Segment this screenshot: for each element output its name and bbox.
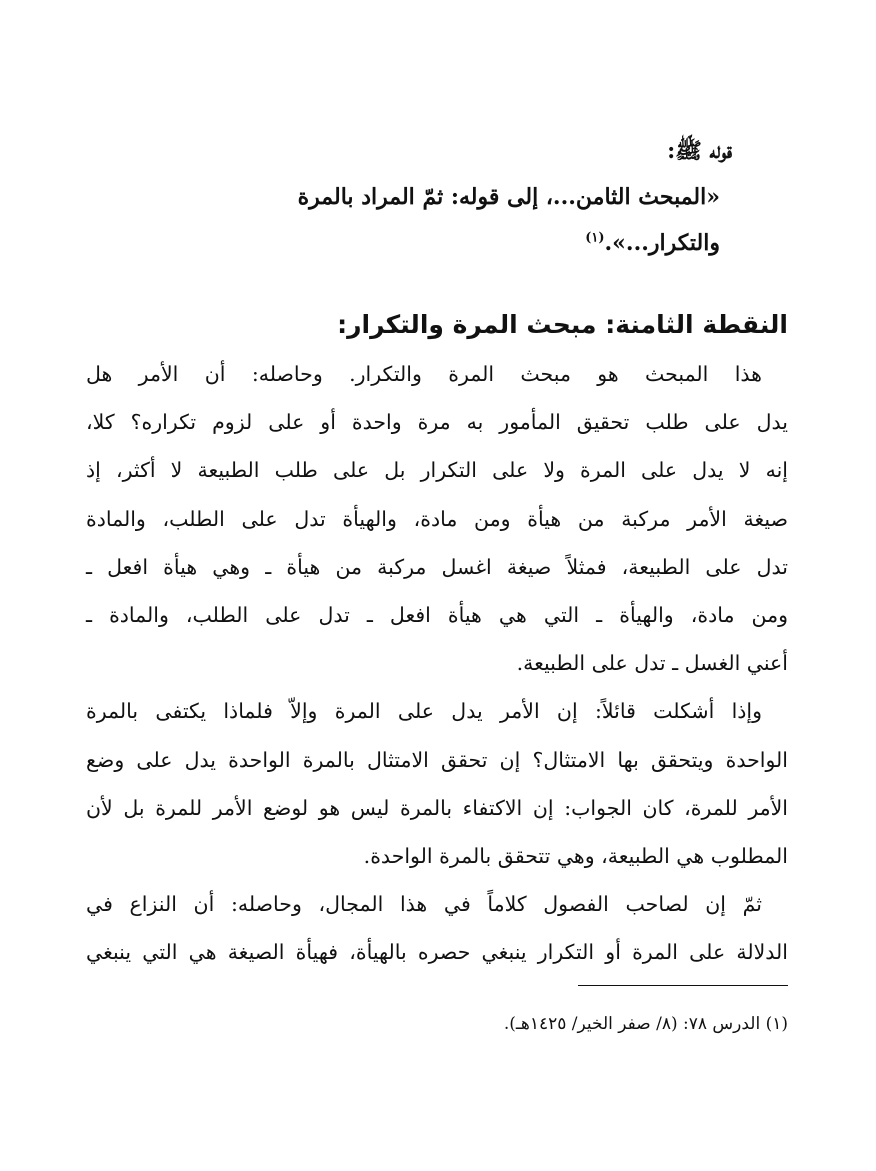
paragraph-line: إنه لا يدل على المرة ولا على التكرار بل على طلب الطبيعة لا أكثر، إذ (86, 458, 788, 483)
footnote-marker[interactable]: (١) (585, 230, 605, 246)
paragraph-line: الأمر للمرة، كان الجواب: إن الاكتفاء بالمرة ليس هو لوضع الأمر للمرة بل لأن (86, 795, 788, 820)
paragraph-line: الواحدة ويتحقق بها الامتثال؟ إن تحقق الامتثال بالمرة الواحدة يدل على وضع (86, 747, 788, 772)
footnote: (١) الدرس ٧٨: (٨/ صفر الخير/ ١٤٢٥هـ). (503, 1014, 788, 1034)
paragraph-line: وإذا أشكلت قائلاً: إن الأمر يدل على المرة وإلاّ فلماذا يكتفى بالمرة (86, 699, 762, 724)
paragraph-line: المطلوب هي الطبيعة، وهي تتحقق بالمرة الواحدة. (363, 843, 788, 868)
quoted-text-block (172, 128, 732, 266)
quote-line-text: والتكرار...». (604, 230, 720, 256)
paragraph-line: هذا المبحث هو مبحث المرة والتكرار. وحاصله: أن الأمر هل (86, 362, 762, 386)
paragraph-line: ومن مادة، والهيأة ـ التي هي هيأة افعل ـ تدل على الطلب، والمادة ـ (86, 602, 788, 627)
paragraph-line: تدل على الطبيعة، فمثلاً صيغة اغسل مركبة من هيأة ـ وهي هيأة افعل ـ (86, 554, 788, 579)
quote-line (172, 220, 732, 266)
quote-line: قوله ﷺ: (667, 138, 732, 164)
paragraph-line: أعني الغسل ـ تدل على الطبيعة. (516, 651, 788, 676)
body-text (86, 350, 788, 976)
paragraph-line: ثمّ إن لصاحب الفصول كلاماً في هذا المجال، وحاصله: أن النزاع في (86, 892, 762, 917)
footnote-divider (578, 985, 788, 986)
paragraph-line: صيغة الأمر مركبة من هيأة ومن مادة، والهيأة تدل على الطلب، والمادة (86, 506, 788, 531)
section-heading: النقطة الثامنة: مبحث المرة والتكرار: (337, 310, 788, 339)
paragraph-line: يدل على طلب تحقيق المأمور به مرة واحدة أو على لزوم تكراره؟ كلا، (86, 410, 788, 435)
quote-line: «المبحث الثامن...، إلى قوله: ثمّ المراد بالمرة (297, 184, 720, 210)
paragraph-line: الدلالة على المرة أو التكرار ينبغي حصره بالهيأة، فهيأة الصيغة هي التي ينبغي (86, 940, 788, 965)
